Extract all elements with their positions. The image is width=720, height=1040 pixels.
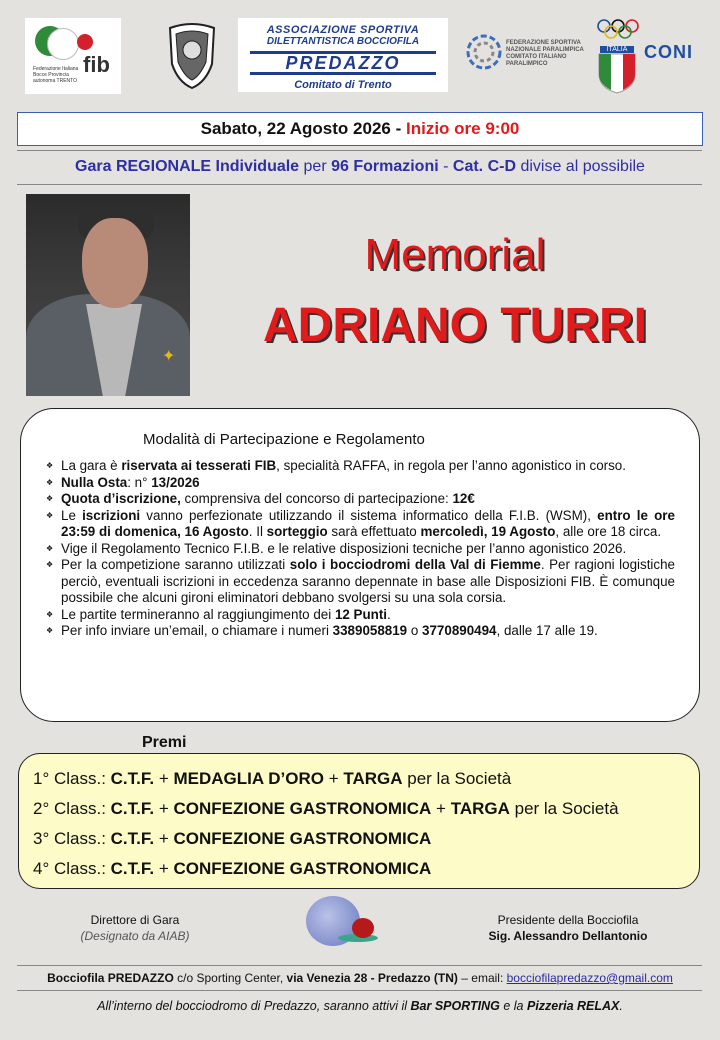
memorial-title: Memorial [364,230,546,279]
director-name: (Designato da AIAB) [80,929,190,943]
divider [17,990,702,991]
rules-list [51,458,675,640]
white-ball-icon [47,28,79,60]
gara-note: divise al possibile [516,158,645,175]
asd-logo-line1: ASSOCIAZIONE SPORTIVA [266,24,420,36]
fib-logo [25,18,121,94]
gara-text: per [299,158,332,175]
rule-item: ❖ Nulla Osta: n° 13/2026 [51,475,675,492]
rules-box [20,408,700,722]
rule-item: ❖ Per la competizione saranno utilizzati solo i bocciodromi della Val di Fiemme. Per ragioni logistiche perciò, eventuali iscrizioni in eccedenza saranno depennate in base alle Disposizioni FIB. È comunque possibile che alcuni gironi eliminatori debbano svolgersi su una sola corsia. [51,557,675,607]
memorial-name: ADRIANO TURRI [263,299,647,352]
red-ball-icon [352,918,374,938]
coni-text: CONI [644,42,693,62]
divider [17,184,702,185]
coni-italia-text: ITALIA [600,46,634,53]
event-date-box [17,112,703,146]
gara-category: Cat. C-D [452,158,516,175]
rule-item: ❖ La gara è riservata ai tesserati FIB, specialità RAFFA, in regola per l’anno agonistico in corso. [51,458,675,475]
gara-sep: - [438,158,453,175]
gara-teams: 96 Formazioni [331,158,439,175]
rule-item: ❖ Quota d’iscrizione, comprensiva del concorso di partecipazione: 12€ [51,491,675,508]
president-role: Presidente della Bocciofila [497,913,639,927]
fib-logo-text: fib [83,52,110,77]
footer-address: Bocciofila PREDAZZO c/o Sporting Center, via Venezia 28 - Predazzo (TN) – email: bocciofilapredazzo@gmail.com [47,971,673,985]
email-link[interactable]: bocciofilapredazzo@gmail.com [506,971,673,985]
asd-predazzo-logo [238,18,448,92]
divider [17,965,702,966]
cip-logo [466,34,586,74]
red-ball-icon [77,34,93,50]
portrait-photo [26,194,190,396]
prize-item: 2° Class.: C.T.F. + CONFEZIONE GASTRONOMICA + TARGA per la Società [33,799,619,818]
director-signature [60,912,210,944]
asd-logo-line3: PREDAZZO [250,51,436,75]
fib-logo-subtext: Federazione Italiana Bocce Provincia autonoma TRENTO [33,66,79,84]
crest-icon [166,20,218,90]
prize-item: 3° Class.: C.T.F. + CONFEZIONE GASTRONOMICA [33,829,432,848]
footer-note: All’interno del bocciodromo di Predazzo, saranno attivi il Bar SPORTING e la Pizzeria RELAX. [97,999,623,1013]
president-signature [470,912,666,944]
rule-item: ❖ Le iscrizioni vanno perfezionate utilizzando il sistema informatico della F.I.B. (WSM), entro le ore 23:59 di domenica, 16 Agosto. Il sorteggio sarà effettuato mercoledì, 19 Agosto, alle ore 18 circa. [51,508,675,541]
competition-description [0,158,720,176]
rules-heading: Modalità di Partecipazione e Regolamento [143,431,425,448]
event-date: Sabato, 22 Agosto 2026 - [200,119,402,138]
president-name: Sig. Alessandro Dellantonio [488,929,648,943]
prizes-title: Premi [142,734,187,751]
lapel-pin-icon: ✦ [162,348,176,365]
cip-logo-text: FEDERAZIONE SPORTIVA NAZIONALE PARALIMPICA COMITATO ITALIANO PARALIMPICO [506,40,584,67]
event-start-time: Inizio ore 9:00 [405,119,520,138]
prizes-box [18,753,700,889]
asd-logo-line2: DILETTANTISTICA BOCCIOFILA [266,36,420,47]
rule-item: ❖ Vige il Regolamento Tecnico F.I.B. e le relative disposizioni tecniche per l’anno agonistico 2026. [51,541,675,558]
divider [17,150,702,151]
olympic-rings-icon [596,18,640,42]
logo-bar [0,14,720,98]
rule-item: ❖ Per info inviare un’email, o chiamare i numeri 3389058819 o 3770890494, dalle 17 alle 19. [51,623,675,640]
gara-type: Gara REGIONALE Individuale [75,158,300,175]
asd-logo-line4: Comitato di Trento [294,79,392,91]
cip-swirl-icon [466,34,502,70]
coni-logo [596,18,696,98]
bocce-emblem-icon [304,894,384,950]
photo-face [82,218,148,308]
director-role: Direttore di Gara [90,913,180,927]
rule-item: ❖ Le partite termineranno al raggiungimento dei 12 Punti. [51,607,675,624]
prize-item: 4° Class.: C.T.F. + CONFEZIONE GASTRONOMICA [33,859,432,878]
prize-item: 1° Class.: C.T.F. + MEDAGLIA D’ORO + TARGA per la Società [33,769,512,788]
